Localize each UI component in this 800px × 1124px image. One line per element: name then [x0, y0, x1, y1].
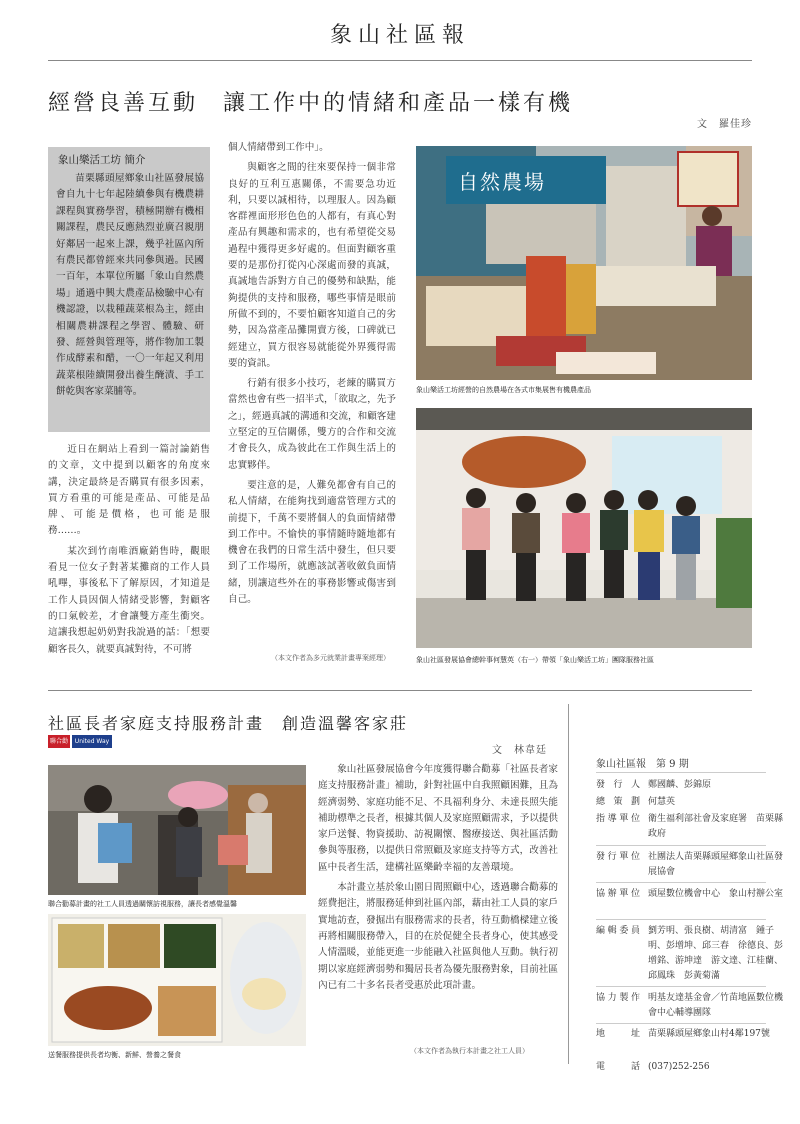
- info-value: (037)252-256: [648, 1062, 710, 1072]
- article2-title: 社區長者家庭支持服務計畫 創造溫馨客家莊: [48, 714, 409, 733]
- group-photo: [416, 408, 752, 648]
- info-row-supervisor: [596, 812, 786, 842]
- info-label: 發行單位: [596, 852, 640, 862]
- sidebox-title: 象山樂活工坊 簡介: [58, 154, 146, 166]
- article1-title: 經營良善互動 讓工作中的情緒和產品一樣有機: [48, 91, 574, 116]
- sidebox-body: 苗栗縣頭屋鄉象山社區發展協會自九十七年起陸續參與有機農耕課程與實務學習，積極開辦有機相關課程，農民反應熱烈並廣召親朋好鄰居一起來上課，幾乎社區內所有農民都曾經來共同參與過。民國一百年，本單位所屬「象山自然農場」通過中興大農產品檢驗中心有機認證，以栽種蔬菜根為主，經由相關農耕課程之學習、體驗、研發、經營與管理等，將作物加工製作成酵素和醋，一〇一年起又利用蔬菜根陸續開發出養生醃漬、手工餅乾與客家菜脯等。: [56, 173, 204, 398]
- meal-photo: [48, 914, 306, 1046]
- info-separator: [596, 772, 766, 773]
- article2-body: [318, 762, 558, 998]
- masthead-title: 象山社區報: [329, 23, 470, 48]
- info-value: 鄭國麟、彭錦原: [648, 780, 712, 790]
- info-row-publisher: [596, 778, 786, 793]
- united-way-logo-cn: 聯合勸募: [48, 735, 70, 748]
- info-label: 協辦單位: [596, 889, 640, 899]
- paragraph: 要注意的是，人難免都會有自己的私人情緒，在能夠找到適當管理方式的前提下，千萬不要將個人的負面情緒帶到工作中。不愉快的事情隨時隨地都有機會在我們的日常生活中發生，但只要到了工作場所，就應該試著收斂負面情緒，別讓這些外在的事務影響或傷害到自己。: [228, 479, 396, 606]
- article1-author: 文 羅佳珍: [697, 119, 752, 130]
- info-value: 劉芳明、張良樹、胡清富 鍾子明、彭增坤、邱三春 徐德良、彭增銘、游坤達 游文達、江桂蘭、邱鳳珠 彭黃菊滿: [648, 926, 784, 981]
- paragraph: 近日在網站上看到一篇討論銷售的文章，文中提到以顧客的角度來講，決定最終是否購買有很多因素，買方看重的可能是產品、可能是品牌、可能是價格，也可能是服務……。: [48, 444, 210, 537]
- section-divider: [48, 690, 752, 691]
- paragraph: 與顧客之間的往來要保持一個非常良好的互利互惠關係，不需要急功近利，只要以誠相待，以理服人。因為顧客群裡面形形色色的人都有，有真心對產品有興趣和需求的，也有希望從交易過程中獲得更多好處的。但面對顧客重要的是那份打從內心深處而發的真誠，真誠地告訴對方自己的優勢和缺點，能夠提供的支持和服務，哪些事情是眼前所做不到的，不要怕顧客知道自己的劣勢，因為當產品攤開賣方後，口碑就已經建立，買方很容易就能從外界獲得需要的資訊。: [228, 162, 396, 369]
- paragraph: 行銷有很多小技巧，老練的購買方當然也會有些一招半式，「欲取之，先予之」，經過真誠的溝通和交流，和顧客建立堅定的互信關係，雙方的合作和交流才會長久，成為彼此在工作與生活上的忠實夥伴。: [228, 378, 396, 471]
- paragraph: 本計畫立基於象山園日間照顧中心，透過聯合勸募的經費挹注，將服務延伸到社區內部，藉由社工人員的家戶實地訪查，發掘出有服務需求的長者，待互動橋樑建立後再將相關服務帶入，目的在於促健全長者身心，使其感受人情溫暖，並能更進一步能融入社區與他人互動。執行初期以家庭經濟弱勢和獨居長者為優先服務對象，目前社區內已有二十多名長者受惠於此項計畫。: [318, 882, 558, 991]
- info-separator: [596, 1023, 766, 1024]
- info-value: 明基友達基金會／竹苗地區數位機會中心輔導團隊: [648, 993, 784, 1018]
- info-row-production: [596, 991, 786, 1021]
- article2-note: （本文作者為執行本計畫之社工人員）: [410, 1047, 529, 1055]
- info-separator: [596, 986, 766, 987]
- info-label: 發行人: [596, 780, 640, 790]
- farm-sign: 自然農場: [458, 170, 546, 194]
- paragraph: 某次到竹南唯酒廠銷售時，觀眼看見一位女子對著某攤商的工作人員吼嗶，事後私下了解原因，才知道是工作人員因個人情緒受影響，對顧客的口氣較差，才會讓雙方產生衝突。這讓我想起奶奶對我說過的話：「想要顧客長久，就要真誠對待，不可將: [48, 545, 210, 655]
- info-value: 衛生福利部社會及家庭署 苗栗縣政府: [648, 814, 784, 839]
- home-visit-photo: [48, 765, 306, 895]
- info-separator: [596, 882, 766, 883]
- info-label: 協力製作: [596, 993, 640, 1003]
- masthead-rule: [48, 60, 752, 61]
- farm-photo-caption: 象山樂活工坊經營的自然農場在各式市集展售有機農產品: [416, 386, 591, 394]
- info-label: 指導單位: [596, 814, 640, 824]
- info-row-planner: [596, 795, 786, 810]
- paragraph: 個人情緒帶到工作中」。: [228, 142, 329, 153]
- meal-caption: 送餐服務提供長者均衡、新鮮、營養之餐食: [48, 1051, 181, 1059]
- info-row-issuer: [596, 850, 786, 880]
- article2-author: 文 林韋廷: [492, 745, 547, 756]
- info-value: 何慧英: [648, 797, 676, 807]
- info-label: 編輯委員: [596, 926, 640, 936]
- home-visit-caption: 聯合勸募計畫的社工人員透過關懷訪視服務，讓長者感覺溫馨: [48, 900, 237, 908]
- united-way-logo: United Way: [72, 735, 112, 748]
- info-row-phone: [596, 1060, 786, 1075]
- group-photo-caption: 象山社區發展協會總幹事何慧英（右一）帶領「象山樂活工坊」團隊服務社區: [416, 656, 654, 664]
- info-row-co-organizer: [596, 887, 786, 902]
- home-visit-illustration: [48, 765, 306, 895]
- article1-column-2: [228, 140, 396, 612]
- info-label: 總策劃: [596, 797, 640, 807]
- farm-market-photo: [416, 146, 752, 380]
- info-value: 社團法人苗栗縣頭屋鄉象山社區發展協會: [648, 852, 784, 877]
- info-value: 頭屋數位機會中心 象山村辦公室: [648, 889, 784, 899]
- issue-title: 象山社區報 第 9 期: [596, 759, 689, 770]
- colophon-divider: [568, 704, 569, 1064]
- group-photo-illustration: [416, 408, 752, 648]
- info-label: 電話: [596, 1062, 640, 1072]
- meal-illustration: [48, 914, 306, 1046]
- info-value: 苗栗縣頭屋鄉象山村4鄰197號: [648, 1029, 770, 1039]
- article1-column-1: [48, 442, 210, 662]
- info-label: 地址: [596, 1029, 640, 1039]
- info-separator: [596, 845, 766, 846]
- info-row-editors: [596, 924, 786, 984]
- info-separator: [596, 919, 766, 920]
- paragraph: 象山社區發展協會今年度獲得聯合勸募「社區長者家庭支持服務計畫」補助，針對社區中自我照顧困難，且為經濟弱勢、家庭功能不足、不具福利身分、未達長照失能補助標準之長者，根據其個人及家庭照顧需求，予以提供家戶送餐、物資援助、訪視關懷、醫療接送、與社區活動參與等服務，以提供日常照顧及家庭支持等方式，改善社區中長者生活，建構社區樂齡幸福的友善環境。: [318, 764, 558, 873]
- article1-note: （本文作者為多元就業計畫專案經理）: [271, 654, 390, 662]
- info-row-address: [596, 1027, 786, 1042]
